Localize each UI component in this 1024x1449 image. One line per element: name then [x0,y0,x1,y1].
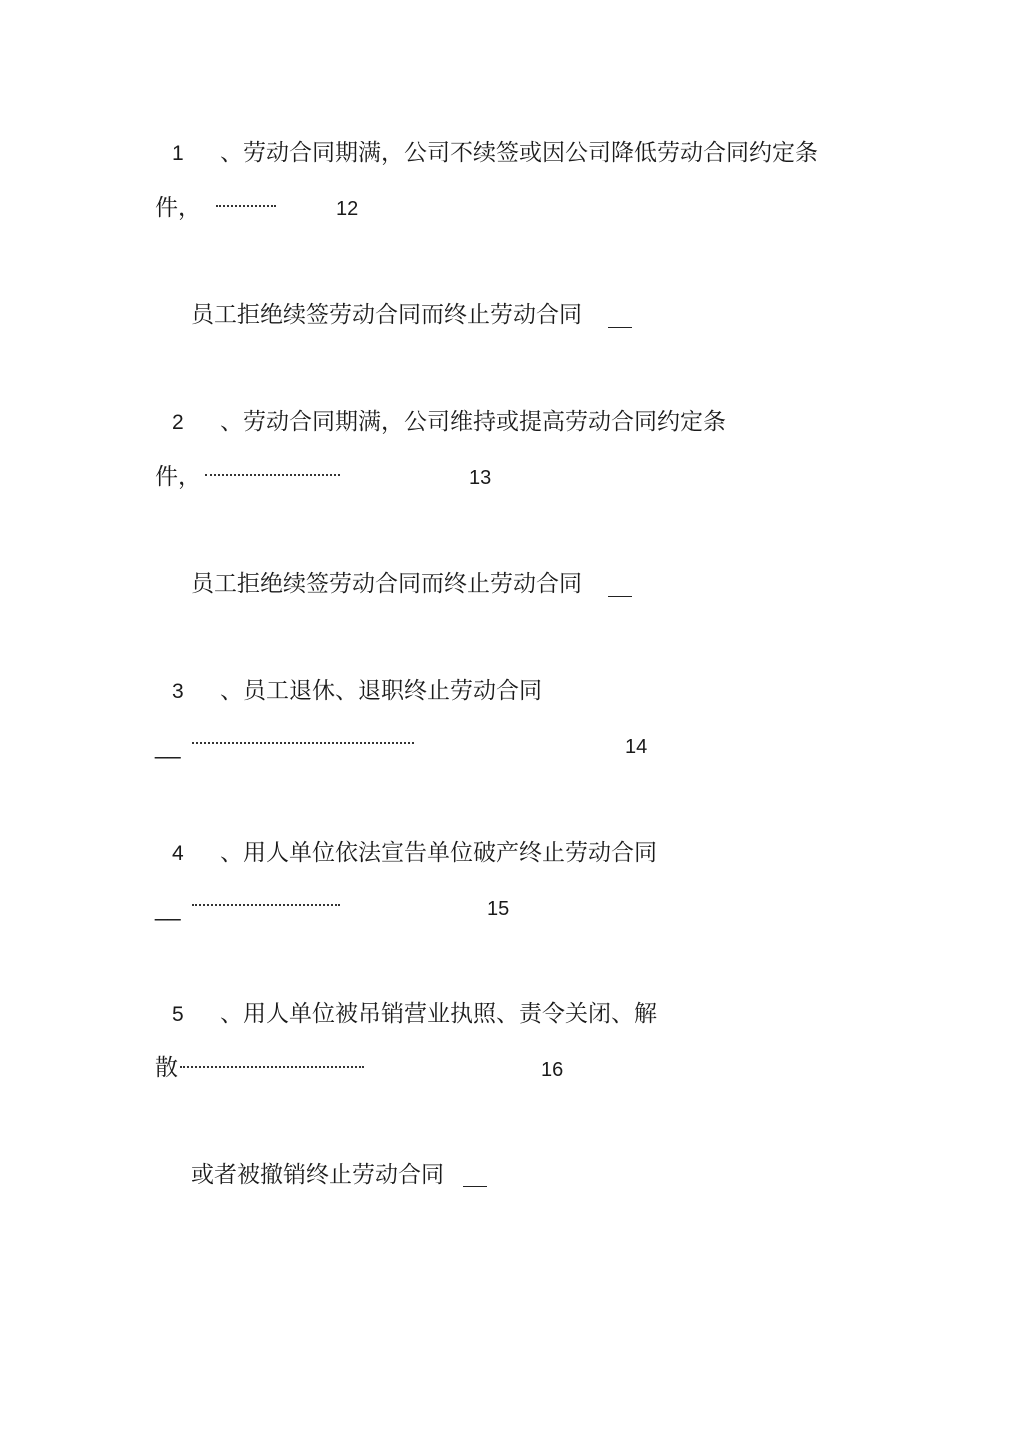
toc-entry-number: 3 [172,680,184,703]
toc-leader-dots [216,205,276,208]
toc-entry-2-heading [172,407,726,438]
toc-entry-number: 5 [172,1003,184,1026]
toc-entry-4-wrap: __ [155,895,181,921]
toc-page-number: 12 [336,198,359,220]
toc-leader-dots [192,904,340,907]
toc-entry-1-heading [172,138,818,169]
toc-page-number: 16 [541,1059,564,1081]
toc-entry-number: 1 [172,142,184,165]
toc-page-number: 14 [625,736,648,758]
toc-entry-2-sub: 员工拒绝续签劳动合同而终止劳动合同 [191,571,582,597]
toc-blank-line [608,596,632,597]
toc-entry-1-sub: 员工拒绝续签劳动合同而终止劳动合同 [191,302,582,328]
toc-entry-number: 4 [172,842,184,865]
toc-entry-number: 2 [172,411,184,434]
toc-leader-dots [205,474,340,477]
toc-entry-5-sub: 或者被撤销终止劳动合同 [191,1162,444,1188]
toc-entry-title: 、员工退休、退职终止劳动合同 [220,678,542,704]
toc-entry-3-wrap: __ [155,733,181,759]
toc-page-number: 13 [469,467,492,489]
toc-entry-4-heading [172,838,657,869]
toc-entry-title: 、劳动合同期满，公司维持或提高劳动合同约定条 [220,409,726,435]
toc-entry-3-heading [172,676,542,707]
toc-entry-5-wrap: 散 [155,1055,178,1081]
toc-blank-line [463,1186,487,1187]
toc-entry-1-wrap: 件， [155,195,201,221]
toc-leader-dots [180,1066,364,1069]
toc-entry-title: 、用人单位被吊销营业执照、责令关闭、解 [220,1001,657,1027]
toc-page-number: 15 [487,898,510,920]
toc-leader-dots [192,742,414,745]
toc-entry-5-heading [172,999,657,1030]
toc-entry-2-wrap: 件， [155,464,201,490]
toc-entry-title: 、用人单位依法宣告单位破产终止劳动合同 [220,840,657,866]
toc-entry-title: 、劳动合同期满，公司不续签或因公司降低劳动合同约定条 [220,140,818,166]
toc-blank-line [608,327,632,328]
